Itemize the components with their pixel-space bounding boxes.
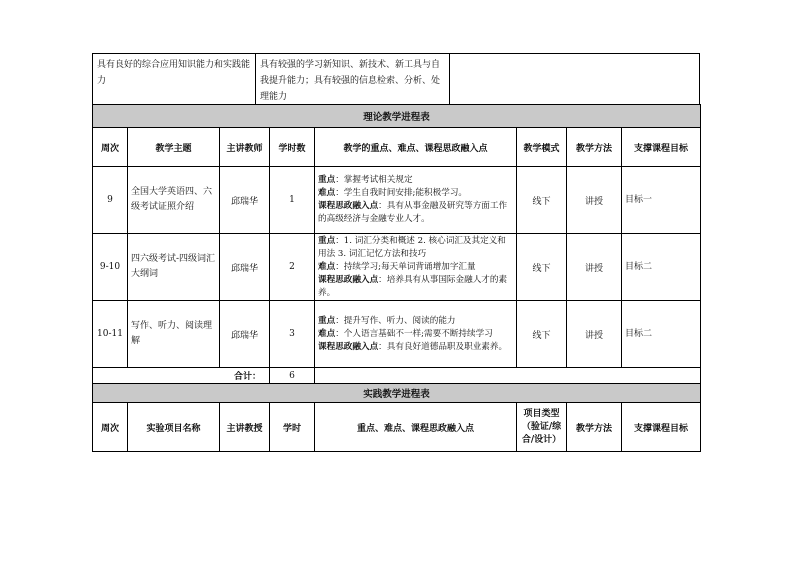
row-teacher: 邱瑞华 <box>220 301 270 368</box>
total-value: 6 <box>270 368 315 384</box>
competency-cell-2: 具有较强的学习新知识、新技术、新工具与自我提升能力；具有较强的信息检索、分析、处理能力 <box>256 54 450 104</box>
row-teacher: 邱瑞华 <box>220 167 270 234</box>
row-method: 讲授 <box>567 301 622 368</box>
key-label: 重点 <box>318 315 336 326</box>
row-goal: 目标二 <box>622 301 701 368</box>
competency-cell-3 <box>450 54 699 104</box>
table-row <box>93 234 701 301</box>
competency-cell-1: 具有良好的综合应用知识能力和实践能力 <box>93 54 256 104</box>
row-mode: 线下 <box>517 301 567 368</box>
row-week: 10-11 <box>93 301 128 368</box>
theory-title-row <box>93 105 701 128</box>
difficulty-label: 难点 <box>318 188 336 198</box>
row-theme: 写作、听力、阅读理解 <box>128 301 220 368</box>
row-keypoints <box>315 234 517 301</box>
table-row <box>93 167 701 234</box>
row-keypoints <box>315 167 517 234</box>
theory-header-row <box>93 128 701 167</box>
ideology-label: 课程思政融入点 <box>318 274 379 285</box>
competency-row <box>92 53 700 105</box>
header-week: 周次 <box>93 128 128 167</box>
row-goal: 目标二 <box>622 234 701 301</box>
practice-header-method: 教学方法 <box>567 403 622 452</box>
practice-header-row <box>93 403 701 452</box>
row-theme: 全国大学英语四、六级考试证照介绍 <box>128 167 220 234</box>
practice-title: 实践教学进程表 <box>93 384 701 403</box>
header-teacher: 主讲教师 <box>220 128 270 167</box>
type-line-3: 合/设计） <box>521 434 562 445</box>
type-line-2: （验证/综 <box>521 421 562 432</box>
practice-header-type <box>517 403 567 452</box>
row-hours: 2 <box>270 234 315 301</box>
row-keypoints <box>315 301 517 368</box>
practice-header-project: 实验项目名称 <box>128 403 220 452</box>
total-row <box>93 368 701 384</box>
key-text: ：掌握考试相关规定 <box>335 175 413 185</box>
header-goal: 支撑课程目标 <box>622 128 701 167</box>
row-mode: 线下 <box>517 167 567 234</box>
row-mode: 线下 <box>517 234 567 301</box>
practice-header-keypoints: 重点、难点、课程思政融入点 <box>315 403 517 452</box>
key-text: ：提升写作、听力、阅读的能力 <box>335 315 456 326</box>
practice-header-hours: 学时 <box>270 403 315 452</box>
key-label: 重点 <box>318 175 336 185</box>
key-text: ：1. 词汇分类和概述 2. 核心词汇及其定义和用法 3. 词汇记忆方法和技巧 <box>318 235 506 259</box>
difficulty-label: 难点 <box>318 328 336 339</box>
header-method: 教学方法 <box>567 128 622 167</box>
table-row <box>93 301 701 368</box>
difficulty-label: 难点 <box>318 261 336 272</box>
row-method: 讲授 <box>567 167 622 234</box>
row-hours: 3 <box>270 301 315 368</box>
row-hours: 1 <box>270 167 315 234</box>
theory-title: 理论教学进程表 <box>93 105 701 128</box>
row-theme: 四六级考试-四级词汇大纲词 <box>128 234 220 301</box>
practice-header-goal: 支撑课程目标 <box>622 403 701 452</box>
ideology-text: ：培养具有从事国际金融人才的素养。 <box>318 274 508 298</box>
row-goal: 目标一 <box>622 167 701 234</box>
type-line-1: 项目类型 <box>523 408 560 419</box>
difficulty-text: ：持续学习;每天单词背诵增加字汇量 <box>335 261 476 272</box>
row-week: 9-10 <box>93 234 128 301</box>
ideology-label: 课程思政融入点 <box>318 341 379 352</box>
row-method: 讲授 <box>567 234 622 301</box>
schedule-table <box>92 104 701 452</box>
row-week: 9 <box>93 167 128 234</box>
practice-header-teacher: 主讲教授 <box>220 403 270 452</box>
header-mode: 教学模式 <box>517 128 567 167</box>
practice-header-week: 周次 <box>93 403 128 452</box>
ideology-text: ：具有从事金融及研究等方面工作的高级经济与金融专业人才。 <box>318 201 508 224</box>
difficulty-text: ：学生自我时间安排;能积极学习。 <box>335 188 468 198</box>
ideology-label: 课程思政融入点 <box>318 201 379 211</box>
key-label: 重点 <box>318 235 336 246</box>
header-keypoints: 教学的重点、难点、课程思政融入点 <box>315 128 517 167</box>
difficulty-text: ：个人语言基础不一样;需要不断持续学习 <box>335 328 493 339</box>
practice-title-row <box>93 384 701 403</box>
header-hours: 学时数 <box>270 128 315 167</box>
total-empty <box>315 368 701 384</box>
header-theme: 教学主题 <box>128 128 220 167</box>
row-teacher: 邱瑞华 <box>220 234 270 301</box>
ideology-text: ：具有良好道德品职及职业素养。 <box>378 341 508 352</box>
total-label: 合计： <box>93 368 270 384</box>
